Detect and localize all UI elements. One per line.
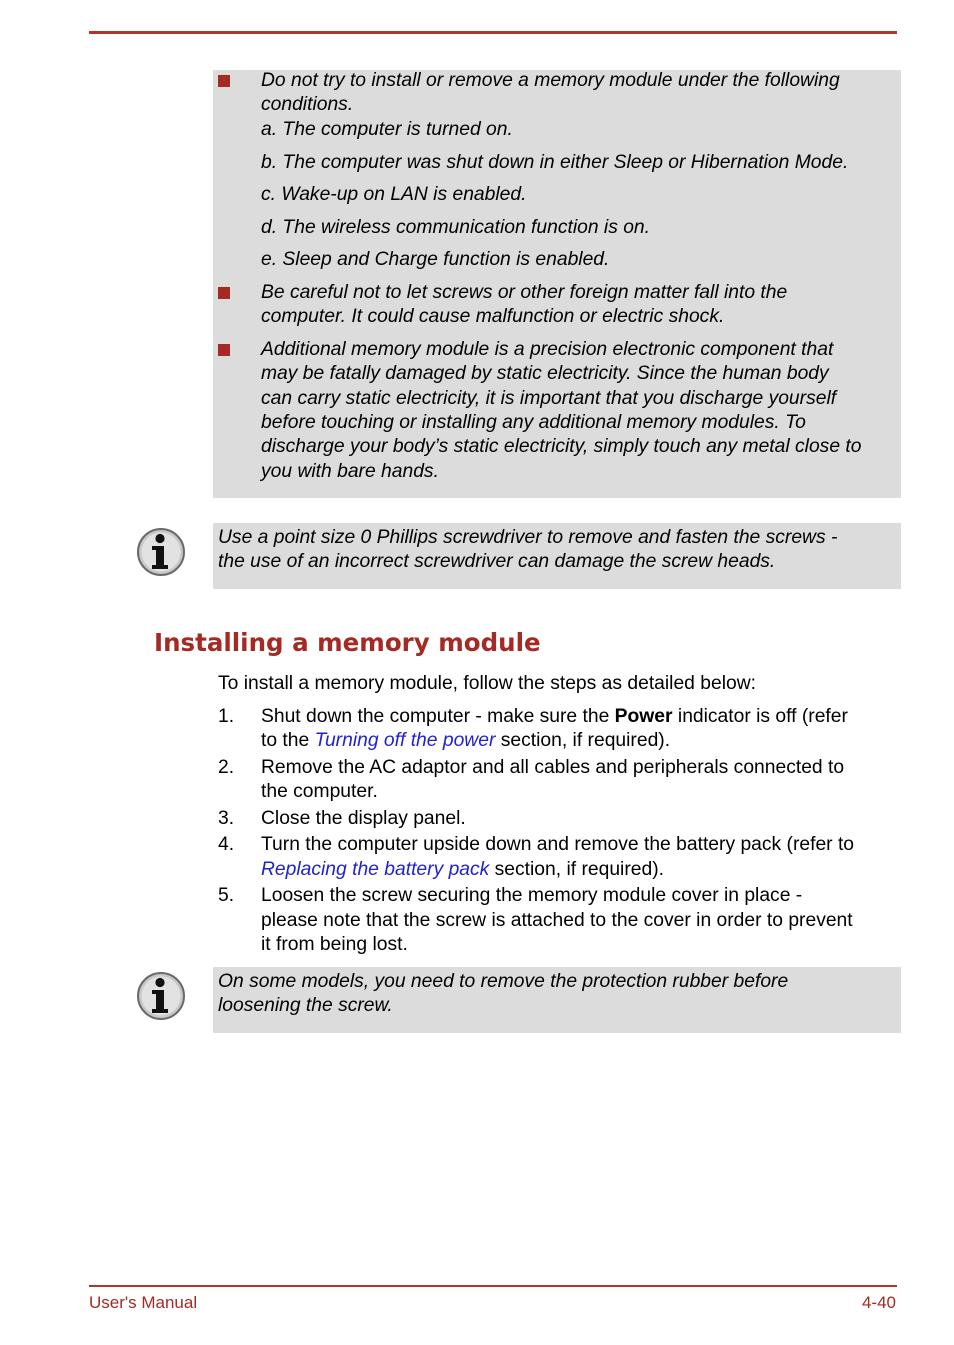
step-number: 1. (218, 706, 235, 727)
condition-c: c. Wake-up on LAN is enabled. (261, 184, 527, 205)
step-1-text-cont: indicator is off (refer (672, 706, 848, 727)
bullet-square-icon (218, 75, 230, 87)
caution-bullet-2-line-1: Be careful not to let screws or other foreign matter fall into the (261, 282, 788, 303)
note-1-line-1: Use a point size 0 Phillips screwdriver to remove and fasten the screws - (218, 527, 838, 548)
note-1-line-2: the use of an incorrect screwdriver can damage the screw heads. (218, 551, 776, 572)
power-label: Power (614, 706, 673, 727)
caution-bullet-3-line-2: may be fatally damaged by static electricity. Since the human body (261, 363, 829, 384)
condition-d: d. The wireless communication function is on. (261, 217, 651, 238)
step-number: 3. (218, 808, 235, 829)
step-2-line-1: Remove the AC adaptor and all cables and peripherals connected to (261, 757, 845, 778)
step-1-text: to the (261, 730, 315, 751)
caution-bullet-3-line-4: before touching or installing any additional memory modules. To (261, 412, 806, 433)
step-5-line-1: Loosen the screw securing the memory module cover in place - (261, 885, 803, 906)
step-1-text: Shut down the computer - make sure the (261, 706, 615, 727)
step-3-line-1: Close the display panel. (261, 808, 466, 829)
step-1-line-1 (261, 705, 848, 729)
bullet-square-icon (218, 287, 230, 299)
bullet-square-icon (218, 344, 230, 356)
condition-b: b. The computer was shut down in either Sleep or Hibernation Mode. (261, 152, 849, 173)
section-heading: Installing a memory module (154, 628, 541, 657)
caution-bullet-1-line-2: conditions. (261, 94, 354, 115)
step-1-line-2 (261, 729, 670, 753)
step-number: 4. (218, 834, 235, 855)
step-4-line-2 (261, 858, 664, 882)
condition-a: a. The computer is turned on. (261, 119, 513, 140)
step-5-line-2: please note that the screw is attached to the cover in order to prevent (261, 910, 853, 931)
condition-e: e. Sleep and Charge function is enabled. (261, 249, 610, 270)
caution-bullet-1-line-1: Do not try to install or remove a memory module under the following (261, 70, 840, 91)
note-2-line-2: loosening the screw. (218, 995, 393, 1016)
step-2-line-2: the computer. (261, 781, 378, 802)
step-4-line-1: Turn the computer upside down and remove the battery pack (refer to (261, 834, 855, 855)
footer-page-number: 4-40 (861, 1293, 896, 1312)
step-4-text-cont: section, if required). (489, 859, 664, 880)
step-5-line-3: it from being lost. (261, 934, 408, 955)
caution-bullet-3-line-1: Additional memory module is a precision electronic component that (261, 339, 834, 360)
caution-bullet-3-line-6: you with bare hands. (261, 461, 439, 482)
intro-text: To install a memory module, follow the steps as detailed below: (218, 673, 757, 694)
caution-bullet-3-line-3: can carry static electricity, it is important that you discharge yourself (261, 388, 837, 409)
note-2-line-1: On some models, you need to remove the protection rubber before (218, 971, 789, 992)
turning-off-power-link[interactable]: Turning off the power (314, 730, 496, 751)
replacing-battery-pack-link[interactable]: Replacing the battery pack (261, 859, 490, 880)
step-number: 5. (218, 885, 235, 906)
step-1-text-cont: section, if required). (495, 730, 671, 751)
caution-bullet-2-line-2: computer. It could cause malfunction or electric shock. (261, 306, 725, 327)
info-icon (136, 527, 186, 577)
caution-bullet-3-line-5: discharge your body’s static electricity, simply touch any metal close to (261, 436, 862, 457)
step-number: 2. (218, 757, 235, 778)
footer-manual-title: User's Manual (89, 1293, 198, 1312)
info-icon (136, 971, 186, 1021)
footer-rule (89, 1285, 897, 1287)
header-rule (89, 31, 897, 34)
